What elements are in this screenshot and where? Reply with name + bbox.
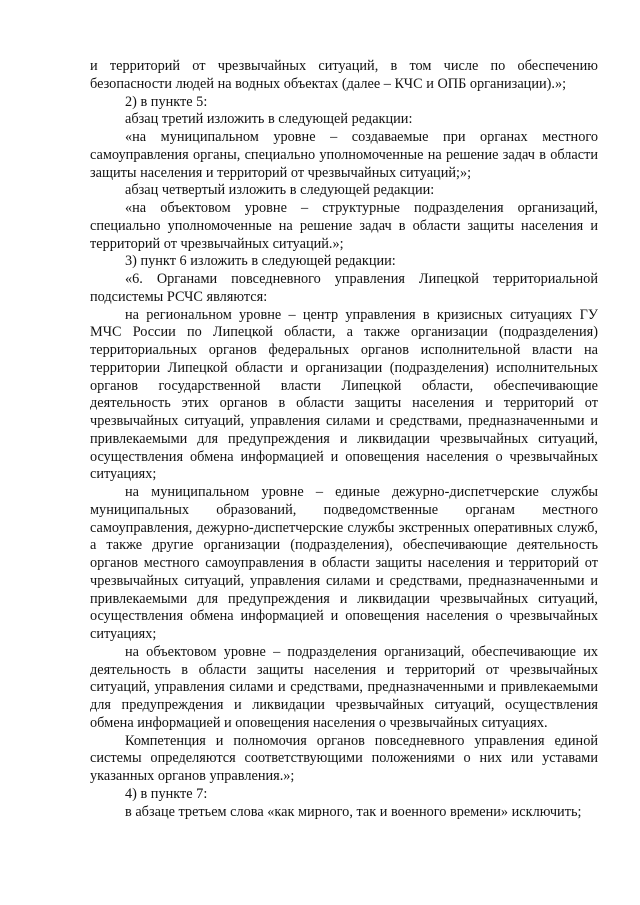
paragraph-municipal-level: на муниципальном уровне – единые дежурно-диспетчерские службы муниципальных образований, подведомственные органам местного самоуправления, дежурно-диспетчерские службы экстренных оперативных служб, а также другие организации (подразделения), обеспечивающие деятельность органов местного самоуправления в области защиты населения и территорий от чрезвычайных ситуаций, управления силами и средствами, предназначенными и привлекаемыми для предупреждения и ликвидации чрезвычайных ситуаций, осуществления обмена информацией и оповещения населения о чрезвычайных ситуациях; <box>90 484 598 642</box>
paragraph-competence: Компетенция и полномочия органов повседневного управления единой системы определяются соответствующими положениями о них или уставами указанных органов управления.»; <box>90 732 598 784</box>
paragraph-continuation-kchs-opb: и территорий от чрезвычайных ситуаций, в том числе по обеспечению безопасности людей на водных объектах (далее – КЧС и ОПБ организации).»; <box>90 58 598 92</box>
document-body <box>90 58 598 821</box>
paragraph-item-4-point-7: 4) в пункте 7: <box>125 785 208 802</box>
paragraph-item-3-point-6: 3) пункт 6 изложить в следующей редакции: <box>125 253 396 270</box>
paragraph-municipal-level-bodies: «на муниципальном уровне – создаваемые при органах местного самоуправления органы, специально уполномоченные на решение задач в области защиты населения и территорий от чрезвычайных ситуаций;»; <box>90 129 598 181</box>
paragraph-point-6-intro: «6. Органами повседневного управления Липецкой территориальной подсистемы РСЧС являются: <box>90 271 598 305</box>
paragraph-third-abzac-exclude: в абзаце третьем слова «как мирного, так и военного времени» исключить; <box>125 803 582 820</box>
paragraph-object-level-bodies: «на объектовом уровне – структурные подразделения организаций, специально уполномоченные на решение задач в области защиты населения и территорий от чрезвычайных ситуаций.»; <box>90 200 598 252</box>
paragraph-item-2-point-5: 2) в пункте 5: <box>125 93 208 110</box>
paragraph-regional-level: на региональном уровне – центр управления в кризисных ситуациях ГУ МЧС России по Липецкой области, а также организации (подразделения) территориальных органов федеральных органов исполнительной власти на территории Липецкой области и организации (подразделения) исполнительных органов государственной власти Липецкой области, обеспечивающие деятельность этих органов в области защиты населения и территорий от чрезвычайных ситуаций, управления силами и средствами, предназначенными и привлекаемыми для предупреждения и ликвидации чрезвычайных ситуаций, осуществления обмена информацией и оповещения населения о чрезвычайных ситуациях; <box>90 306 598 483</box>
paragraph-fourth-abzac-instruction: абзац четвертый изложить в следующей редакции: <box>125 182 435 199</box>
paragraph-third-abzac-instruction: абзац третий изложить в следующей редакции: <box>125 111 413 128</box>
paragraph-object-level: на объектовом уровне – подразделения организаций, обеспечивающие их деятельность в области защиты населения и территорий от чрезвычайных ситуаций, управления силами и средствами, предназначенными и привлекаемыми для предупреждения и ликвидации чрезвычайных ситуаций, осуществления обмена информацией и оповещения населения о чрезвычайных ситуациях. <box>90 643 598 731</box>
